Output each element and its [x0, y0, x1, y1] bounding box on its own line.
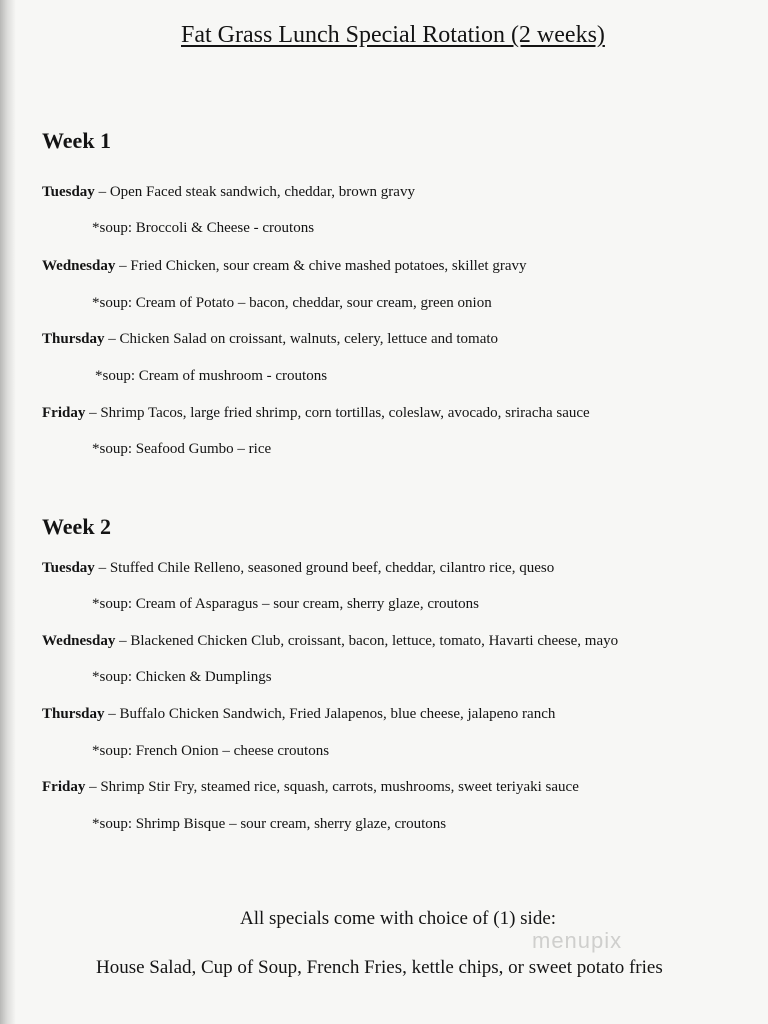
week-2-friday-special: [42, 779, 579, 796]
dish-description: – Shrimp Stir Fry, steamed rice, squash, carrots, mushrooms, sweet teriyaki sauce: [85, 779, 579, 795]
day-label: Thursday: [42, 331, 105, 347]
week-1-tuesday-special: [42, 184, 415, 201]
day-label: Friday: [42, 779, 86, 795]
dish-description: – Chicken Salad on croissant, walnuts, celery, lettuce and tomato: [104, 331, 499, 347]
watermark-logo: menupix: [532, 928, 623, 953]
dish-description: – Blackened Chicken Club, croissant, bacon, lettuce, tomato, Havarti cheese, mayo: [115, 633, 619, 649]
dish-description: – Stuffed Chile Relleno, seasoned ground beef, cheddar, cilantro rice, queso: [94, 560, 555, 576]
week-1-friday-soup: *soup: Seafood Gumbo – rice: [92, 441, 272, 457]
week-2-thursday-special: [42, 706, 555, 723]
side-choice-note: All specials come with choice of (1) side:: [240, 908, 557, 929]
side-options: House Salad, Cup of Soup, French Fries, kettle chips, or sweet potato fries: [96, 957, 663, 978]
week-2-thursday-soup: *soup: French Onion – cheese croutons: [92, 743, 330, 759]
day-label: Tuesday: [42, 560, 95, 576]
week-1-tuesday-soup: *soup: Broccoli & Cheese - croutons: [92, 220, 315, 236]
day-label: Friday: [42, 405, 86, 421]
day-label: Wednesday: [42, 258, 116, 274]
week-2-heading: Week 2: [42, 514, 112, 539]
day-label: Thursday: [42, 706, 105, 722]
page-edge-shadow: [0, 0, 16, 1024]
week-1-friday-special: [42, 405, 590, 422]
week-2-wednesday-special: [42, 633, 618, 650]
dish-description: – Fried Chicken, sour cream & chive mashed potatoes, skillet gravy: [115, 258, 527, 274]
day-label: Tuesday: [42, 184, 95, 200]
week-2-wednesday-soup: *soup: Chicken & Dumplings: [92, 669, 272, 685]
week-1-thursday-soup: *soup: Cream of mushroom - croutons: [95, 368, 328, 384]
week-2-tuesday-special: [42, 560, 554, 577]
week-1-wednesday-special: [42, 258, 527, 275]
day-label: Wednesday: [42, 633, 116, 649]
dish-description: – Buffalo Chicken Sandwich, Fried Jalapenos, blue cheese, jalapeno ranch: [104, 706, 556, 722]
week-1-heading: Week 1: [42, 128, 112, 153]
week-1-wednesday-soup: *soup: Cream of Potato – bacon, cheddar, sour cream, green onion: [92, 295, 492, 311]
page-title: Fat Grass Lunch Special Rotation (2 weeks): [181, 22, 605, 48]
week-2-friday-soup: *soup: Shrimp Bisque – sour cream, sherry glaze, croutons: [92, 816, 447, 832]
week-1-thursday-special: [42, 331, 498, 348]
week-2-tuesday-soup: *soup: Cream of Asparagus – sour cream, sherry glaze, croutons: [92, 596, 479, 612]
dish-description: – Open Faced steak sandwich, cheddar, brown gravy: [94, 184, 415, 200]
dish-description: – Shrimp Tacos, large fried shrimp, corn tortillas, coleslaw, avocado, sriracha sauce: [85, 405, 590, 421]
